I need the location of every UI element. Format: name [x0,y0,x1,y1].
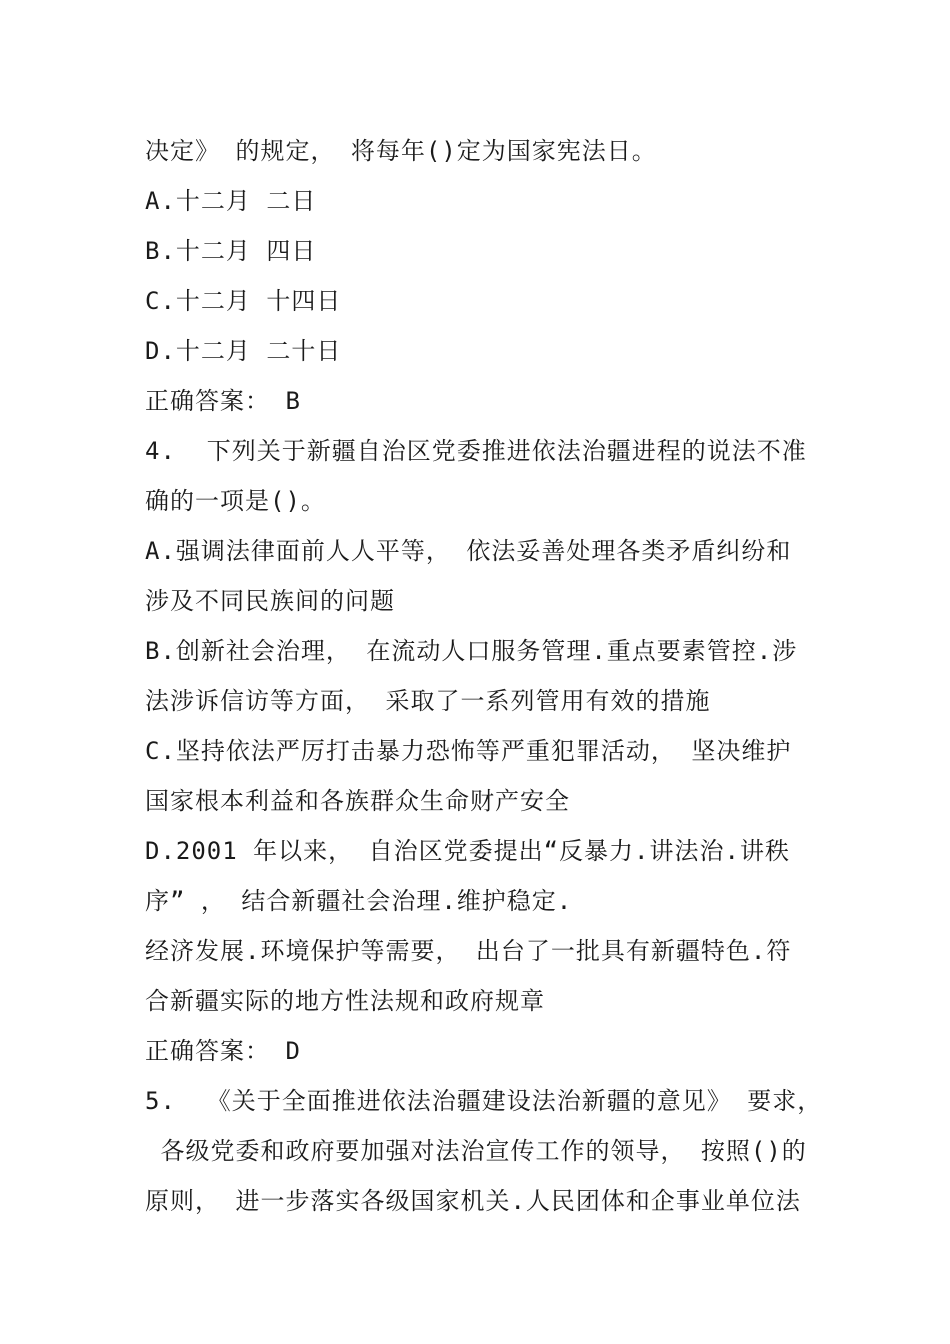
option-b-q4-line-2: 法涉诉信访等方面， 采取了一系列管用有效的措施 [145,687,711,715]
option-c-q4-line-1: C.坚持依法严厉打击暴力恐怖等严重犯罪活动， 坚决维护 [145,737,792,765]
option-c-q4-line-2: 国家根本利益和各族群众生命财产安全 [145,787,570,815]
question-4-line-2: 确的一项是()。 [145,487,326,515]
answer-q3: 正确答案： B [145,387,301,415]
question-4-line-1: 4. 下列关于新疆自治区党委推进依法治疆进程的说法不准 [145,437,807,465]
question-5-line-1: 5. 《关于全面推进依法治疆建设法治新疆的意见》 要求， [145,1087,823,1115]
answer-q4: 正确答案： D [145,1037,301,1065]
option-b-q4-line-1: B.创新社会治理， 在流动人口服务管理.重点要素管控.涉 [145,637,798,665]
option-a-q4-line-2: 涉及不同民族间的问题 [145,587,395,615]
option-c-q3: C.十二月 十四日 [145,287,342,315]
option-a-q3: A.十二月 二日 [145,187,317,215]
option-d-q4-line-2: 序” ， 结合新疆社会治理.维护稳定. [145,887,573,915]
text-line-1: 决定》 的规定， 将每年()定为国家宪法日。 [145,137,657,165]
question-5-line-3: 原则， 进一步落实各级国家机关.人民团体和企事业单位法 [145,1187,801,1215]
option-b-q3: B.十二月 四日 [145,237,317,265]
option-d-q4-line-1: D.2001 年以来， 自治区党委提出“反暴力.讲法治.讲秩 [145,837,790,865]
option-d-q4-line-3: 经济发展.环境保护等需要， 出台了一批具有新疆特色.符 [145,937,792,965]
option-a-q4-line-1: A.强调法律面前人人平等， 依法妥善处理各类矛盾纠纷和 [145,537,792,565]
option-d-q4-line-4: 合新疆实际的地方性法规和政府规章 [145,987,545,1015]
option-d-q3: D.十二月 二十日 [145,337,342,365]
question-5-line-2: 各级党委和政府要加强对法治宣传工作的领导， 按照()的 [145,1137,807,1165]
